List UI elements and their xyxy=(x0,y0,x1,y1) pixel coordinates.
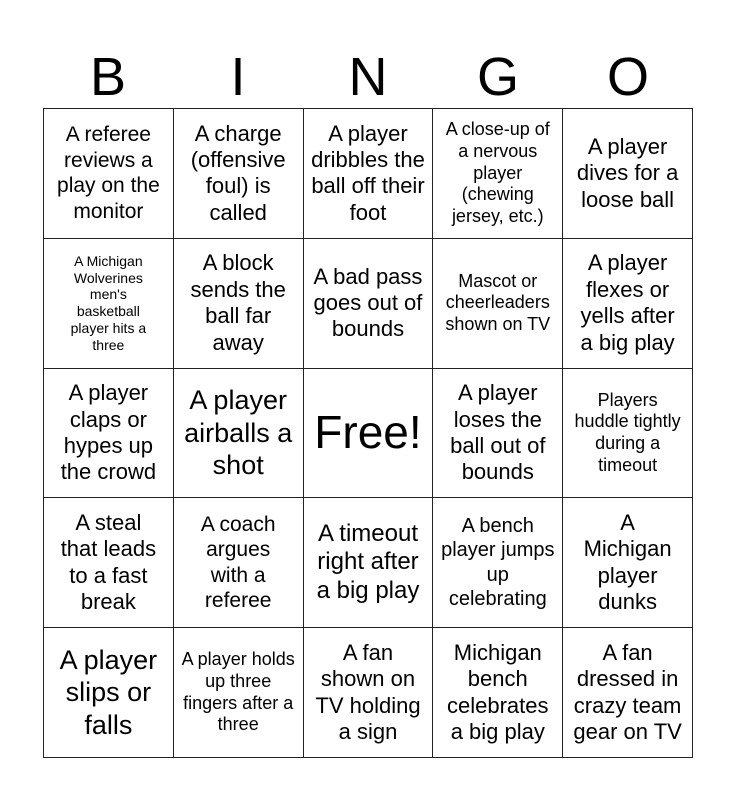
bingo-cell-3-4[interactable] xyxy=(433,369,563,499)
cell-text: A bench player jumps up celebrating xyxy=(441,515,555,611)
cell-text: A player dives for a loose ball xyxy=(576,133,679,212)
bingo-cell-5-1[interactable] xyxy=(44,628,174,758)
cell-text: A player dribbles the ball off their foot xyxy=(311,120,425,225)
bingo-cell-4-3[interactable] xyxy=(304,498,434,628)
cell-text: Michigan bench celebrates a big play xyxy=(447,639,549,744)
cell-text: A Michigan Wolverines men's basketball player hits a three xyxy=(70,252,147,353)
cell-text: A fan shown on TV holding a sign xyxy=(315,639,421,744)
bingo-cell-1-1[interactable] xyxy=(44,109,174,239)
header-letter-b: B xyxy=(89,47,127,107)
cell-text: A timeout right after a big play xyxy=(316,519,420,605)
cell-text: A player airballs a shot xyxy=(184,385,293,481)
cell-text: Players huddle tightly during a timeout xyxy=(574,389,681,475)
cell-text: A charge (offensive foul) is called xyxy=(190,120,286,225)
bingo-cell-2-3[interactable] xyxy=(304,239,434,369)
bingo-cell-1-3[interactable] xyxy=(304,109,434,239)
bingo-cell-1-2[interactable] xyxy=(174,109,304,239)
bingo-cell-2-1[interactable] xyxy=(44,239,174,369)
header-letter-i: I xyxy=(230,47,246,107)
bingo-cell-3-2[interactable] xyxy=(174,369,304,499)
cell-text: A bad pass goes out of bounds xyxy=(313,263,423,342)
cell-text: A referee reviews a play on the monitor xyxy=(57,123,160,223)
header-letter-g: G xyxy=(476,47,519,107)
bingo-cell-1-4[interactable] xyxy=(433,109,563,239)
cell-text: A player holds up three fingers after a three xyxy=(181,649,295,735)
bingo-cell-5-3[interactable] xyxy=(304,628,434,758)
free-space-label: Free! xyxy=(314,406,422,459)
cell-text: A player flexes or yells after a big play xyxy=(580,250,675,355)
bingo-cell-4-1[interactable] xyxy=(44,498,174,628)
cell-text: A coach argues with a referee xyxy=(200,512,276,613)
cell-text: A steal that leads to a fast break xyxy=(60,510,157,615)
bingo-cell-2-2[interactable] xyxy=(174,239,304,369)
bingo-cell-4-2[interactable] xyxy=(174,498,304,628)
header-letter-o: O xyxy=(606,47,649,107)
bingo-cell-5-2[interactable] xyxy=(174,628,304,758)
cell-text: A player loses the ball out of bounds xyxy=(450,380,546,485)
bingo-cell-3-1[interactable] xyxy=(44,369,174,499)
cell-text: A player slips or falls xyxy=(59,645,158,740)
bingo-cell-5-5[interactable] xyxy=(563,628,693,758)
bingo-cell-4-4[interactable] xyxy=(433,498,563,628)
bingo-header xyxy=(43,44,693,108)
bingo-cell-1-5[interactable] xyxy=(563,109,693,239)
free-space[interactable] xyxy=(304,369,434,499)
bingo-cell-5-4[interactable] xyxy=(433,628,563,758)
cell-text: A block sends the ball far away xyxy=(190,250,286,355)
bingo-cell-3-5[interactable] xyxy=(563,369,693,499)
cell-text: A fan dressed in crazy team gear on TV xyxy=(573,639,682,744)
bingo-board xyxy=(43,108,693,758)
cell-text: A close-up of a nervous player (chewing jersey, etc.) xyxy=(445,119,550,226)
bingo-cell-2-4[interactable] xyxy=(433,239,563,369)
cell-text: A Michigan player dunks xyxy=(583,510,672,615)
bingo-cell-2-5[interactable] xyxy=(563,239,693,369)
header-letter-n: N xyxy=(348,47,388,107)
cell-text: Mascot or cheerleaders shown on TV xyxy=(445,270,551,334)
cell-text: A player claps or hypes up the crowd xyxy=(60,380,157,485)
bingo-cell-4-5[interactable] xyxy=(563,498,693,628)
